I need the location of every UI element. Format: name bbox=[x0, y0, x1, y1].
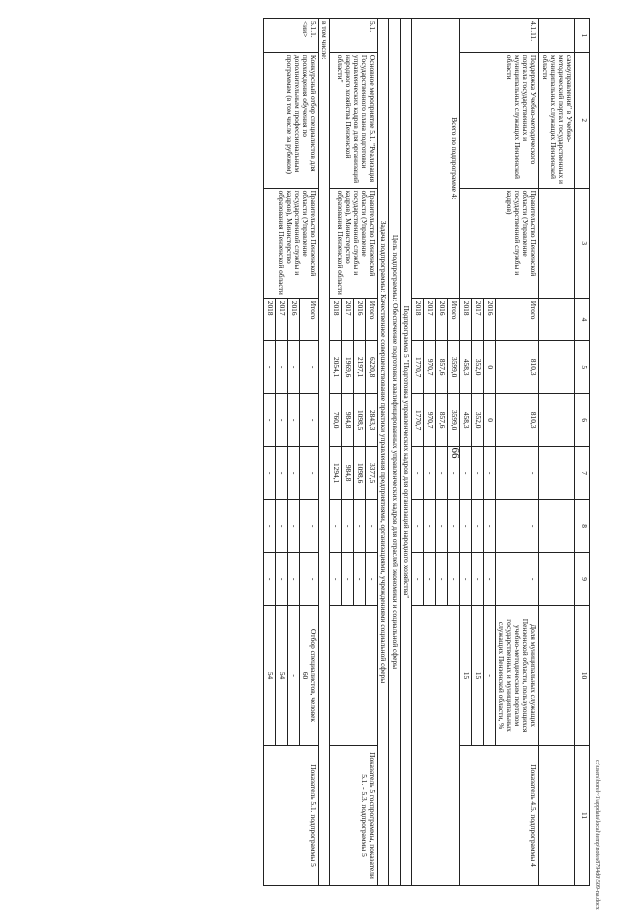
col-4: 4 bbox=[575, 298, 590, 340]
column-numbers-row bbox=[575, 19, 590, 886]
table-row: 4.1.11. Поддержка Учебно-методического портала государственных и муниципальных служащих Пензенской области Правительство Пензенской области (Управление государственной службы и кадров) Итого 810,3 810,3 - - - Доля муниципальных служащих Пензенской области, пользующихся учебно-методическим порталом государственных и муниципальных служащих Пензенской области, % Показатель 4.5. подпрограммы 4 bbox=[495, 19, 539, 886]
table-row: 2017 970,7 970,7 - - - bbox=[423, 19, 435, 886]
table-row: 2017 - - - - - 54 bbox=[275, 19, 287, 886]
table-row: 2017 1969,6 984,8 984,8 - - bbox=[342, 19, 354, 886]
table-row bbox=[389, 19, 400, 886]
program-table bbox=[263, 18, 590, 886]
col-3: 3 bbox=[575, 188, 590, 298]
page-number: 66 bbox=[449, 447, 461, 459]
col-1: 1 bbox=[575, 19, 590, 53]
table-row: 5.1. Основное мероприятие 5.1. "Реализация Государственного плана подготовки управленческих кадров для организаций народного хозяйства Пензенской области" Правительство Пензенской области (Управление государственной службы и кадров), Министерство образования Пензенской области Итого 6220,8 2843,3 3377,5 - - Показатель 5 госпрограммы, показатели 5.1. - 5.3. подпрограммы 5 bbox=[366, 19, 378, 886]
row-number: 5.1. bbox=[330, 19, 378, 53]
col-5: 5 bbox=[575, 341, 590, 394]
table-row: 2017 352,0 352,0 - - - 15 bbox=[471, 19, 483, 886]
indicator: Доля муниципальных служащих Пензенской области, пользующихся учебно-методическим порталом государственных и муниципальных служащих Пензенской области, % bbox=[495, 606, 539, 746]
table-row: 2016 857,6 857,6 - - - bbox=[435, 19, 447, 886]
col-7: 7 bbox=[575, 447, 590, 500]
row-number: 5.1.1. <ии> bbox=[263, 19, 318, 53]
indicator-ref: Показатель 5 госпрограммы, показатели 5.1. - 5.3. подпрограммы 5 bbox=[330, 746, 378, 886]
col-11: 11 bbox=[575, 746, 590, 886]
table-row: 2018 2054,1 760,0 1294,1 - - bbox=[330, 19, 342, 886]
executor: Правительство Пензенской области (Управление государственной службы и кадров), Министерство образования Пензенской области bbox=[263, 188, 318, 298]
row-number: 4.1.11. bbox=[459, 19, 539, 53]
indicator-ref: Показатель 5.1. подпрограммы 5 bbox=[263, 746, 318, 886]
table-row: 2018 - - - - - 54 bbox=[263, 19, 275, 886]
table-row: 5.1.1. <ии> Конкурсный отбор специалистов для прохождения обучения по дополнительным профессиональным программам (в том числе за рубежом) Правительство Пензенской области (Управление государственной службы и кадров), Министерство образования Пензенской области Итого - - - - - Отбор специалистов, человек 60 Показатель 5.1. подпрограммы 5 bbox=[299, 19, 318, 886]
footer-path: c:\users\borel~1\appdata\local\temp\notes8794d0\509-na.docx bbox=[594, 760, 600, 910]
table-row: 2016 0 0 - - - - bbox=[483, 19, 495, 886]
including-label: в том числе: bbox=[319, 19, 330, 886]
subprogram-goal: Цель подпрограммы: Обеспечение подготовки квалифицированных управленческих кадров для отраслей экономики и социальной сферы bbox=[389, 19, 400, 886]
col-9: 9 bbox=[575, 553, 590, 606]
table-row bbox=[539, 19, 575, 886]
col-10: 10 bbox=[575, 606, 590, 746]
subprogram-task: Задача подпрограммы: Качественное совершенствование практики управления предприятиями, организациями, учреждениями социальной сферы bbox=[378, 19, 389, 886]
rotated-table-container bbox=[85, 18, 590, 886]
measure-name: Конкурсный отбор специалистов для прохождения обучения по дополнительным профессиональным программам (в том числе за рубежом) bbox=[263, 52, 318, 188]
col-8: 8 bbox=[575, 500, 590, 553]
table-row bbox=[400, 19, 411, 886]
table-row: 2016 2197,1 1098,5 1098,6 - - bbox=[354, 19, 366, 886]
col-2: 2 bbox=[575, 52, 590, 188]
indicator-ref: Показатель 4.5. подпрограммы 4 bbox=[459, 746, 539, 886]
continuation-text: самоуправления" в Учебно-методический портал государственных и муниципальных служащих Пензенской области bbox=[539, 52, 575, 188]
table-row: 2016 - - - - - - bbox=[287, 19, 299, 886]
measure-name: Поддержка Учебно-методического портала государственных и муниципальных служащих Пензенской области bbox=[459, 52, 539, 188]
table-row: 2018 458,3 458,3 - - - 15 bbox=[459, 19, 471, 886]
executor: Правительство Пензенской области (Управление государственной службы и кадров), Министерство образования Пензенской области bbox=[330, 188, 378, 298]
indicator: Отбор специалистов, человек bbox=[309, 629, 319, 723]
executor: Правительство Пензенской области (Управление государственной службы и кадров) bbox=[459, 188, 539, 298]
measure-name: Основное мероприятие 5.1. "Реализация Государственного плана подготовки управленческих кадров для организаций народного хозяйства Пензенской области" bbox=[330, 52, 378, 188]
col-6: 6 bbox=[575, 394, 590, 447]
table-row bbox=[378, 19, 389, 886]
total-label: Всего по подпрограмме 4: bbox=[411, 19, 459, 299]
table-row: 2018 1770,7 1770,7 - - - bbox=[411, 19, 423, 886]
table-row: Всего по подпрограмме 4: Итого 3599,0 3599,0 - - - bbox=[447, 19, 459, 886]
table-row bbox=[319, 19, 330, 886]
subprogram-title: Подпрограмма 5 "Подготовка управленческих кадров для организаций народного хозяйства" bbox=[400, 19, 411, 886]
